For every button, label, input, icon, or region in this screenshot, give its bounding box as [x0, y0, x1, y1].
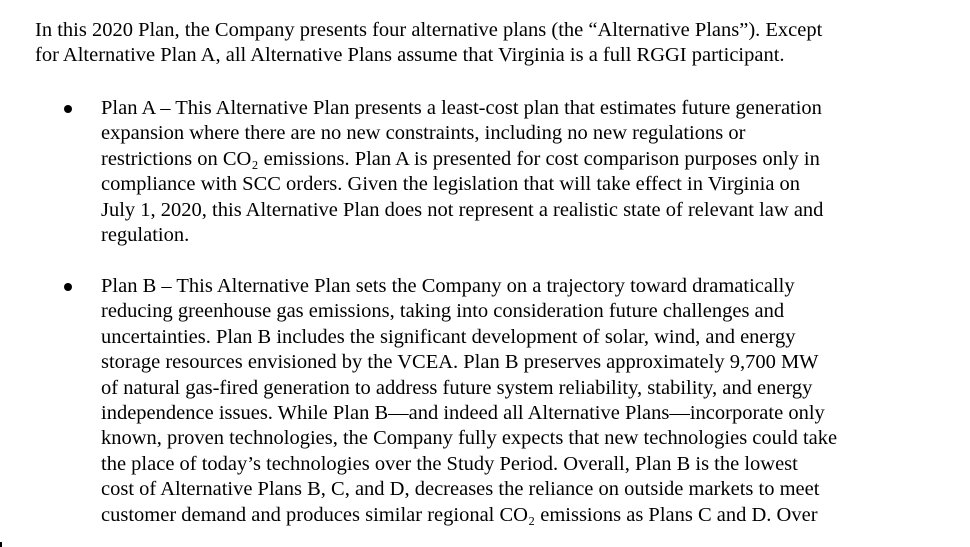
bullet-icon [64, 105, 72, 113]
plan-a-text [101, 96, 941, 248]
plan-b-line: storage resources envisioned by the VCEA. Plan B preserves approximately 9,700 MW [101, 351, 819, 374]
plan-b-line: the place of today’s technologies over the Study Period. Overall, Plan B is the lowest [101, 452, 798, 475]
intro-line: In this 2020 Plan, the Company presents four alternative plans (the “Alternative Plans”). Except [35, 19, 823, 41]
plan-b-line: of natural gas-fired generation to address future system reliability, stability, and energy [101, 376, 813, 399]
plan-b-line: known, proven technologies, the Company fully expects that new technologies could take [101, 427, 838, 450]
plan-b-line: customer demand and produces similar regional CO₂ emissions as Plans C and D. Over [101, 503, 818, 526]
plan-a-line: restrictions on CO₂ emissions. Plan A is presented for cost comparison purposes only in [101, 147, 820, 170]
plan-a-line: compliance with SCC orders. Given the legislation that will take effect in Virginia on [101, 173, 801, 196]
intro-line: for Alternative Plan A, all Alternative Plans assume that Virginia is a full RGGI participant. [35, 44, 785, 66]
bullet-icon [64, 283, 72, 291]
plan-b-line: Plan B – This Alternative Plan sets the Company on a trajectory toward dramatically [101, 275, 795, 297]
plan-b-line: cost of Alternative Plans B, C, and D, decreases the reliance on outside markets to meet [101, 478, 820, 501]
plan-b-line: independence issues. While Plan B—and indeed all Alternative Plans—incorporate only [101, 402, 825, 425]
plan-b-line: uncertainties. Plan B includes the significant development of solar, wind, and energy [101, 325, 796, 348]
plan-a-line: July 1, 2020, this Alternative Plan does not represent a realistic state of relevant law and [101, 198, 824, 221]
plan-b-line: reducing greenhouse gas emissions, taking into consideration future challenges and [101, 300, 785, 323]
plan-b-text [101, 274, 941, 528]
intro-paragraph [35, 18, 935, 68]
plan-a-line: regulation. [101, 224, 190, 247]
plan-a-line: Plan A – This Alternative Plan presents a least-cost plan that estimates future generation [101, 97, 822, 119]
plan-a-line: expansion where there are no new constraints, including no new regulations or [101, 122, 746, 145]
page-edge-mark [0, 542, 2, 547]
